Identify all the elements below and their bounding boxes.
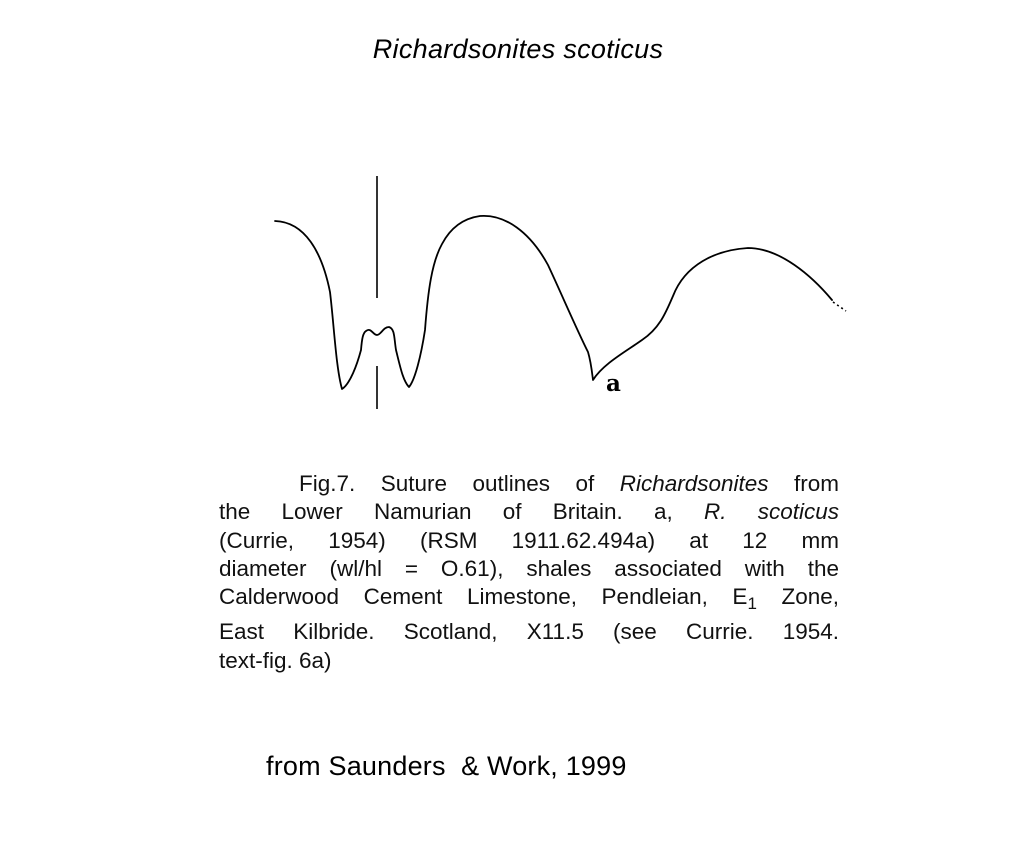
figure-title: Richardsonites scoticus (372, 34, 664, 64)
caption-line-4: diameter (wl/hl = O.61), shales associated with the (219, 555, 839, 581)
source-attribution: from Saunders & Work, 1999 (266, 751, 627, 781)
caption-line-2: the Lower Namurian of Britain. a, R. scoticus (219, 499, 839, 525)
caption-line-6: East Kilbride. Scotland, X11.5 (see Currie. 1954. (219, 619, 839, 645)
caption-line-7: text-fig. 6a) (219, 647, 332, 673)
caption-line-1: Fig.7. Suture outlines of Richardsonites from (299, 471, 839, 496)
curve-label-a: a (606, 370, 621, 397)
caption-line-5: Calderwood Cement Limestone, Pendleian, $E_1$ Zone, (219, 584, 839, 614)
suture-line-dotted-end (833, 302, 846, 311)
suture-line (275, 216, 832, 389)
caption-line-3: (Currie, 1954) (RSM 1911.62.494a) at 12 mm (219, 527, 839, 553)
figure-caption (219, 470, 839, 675)
